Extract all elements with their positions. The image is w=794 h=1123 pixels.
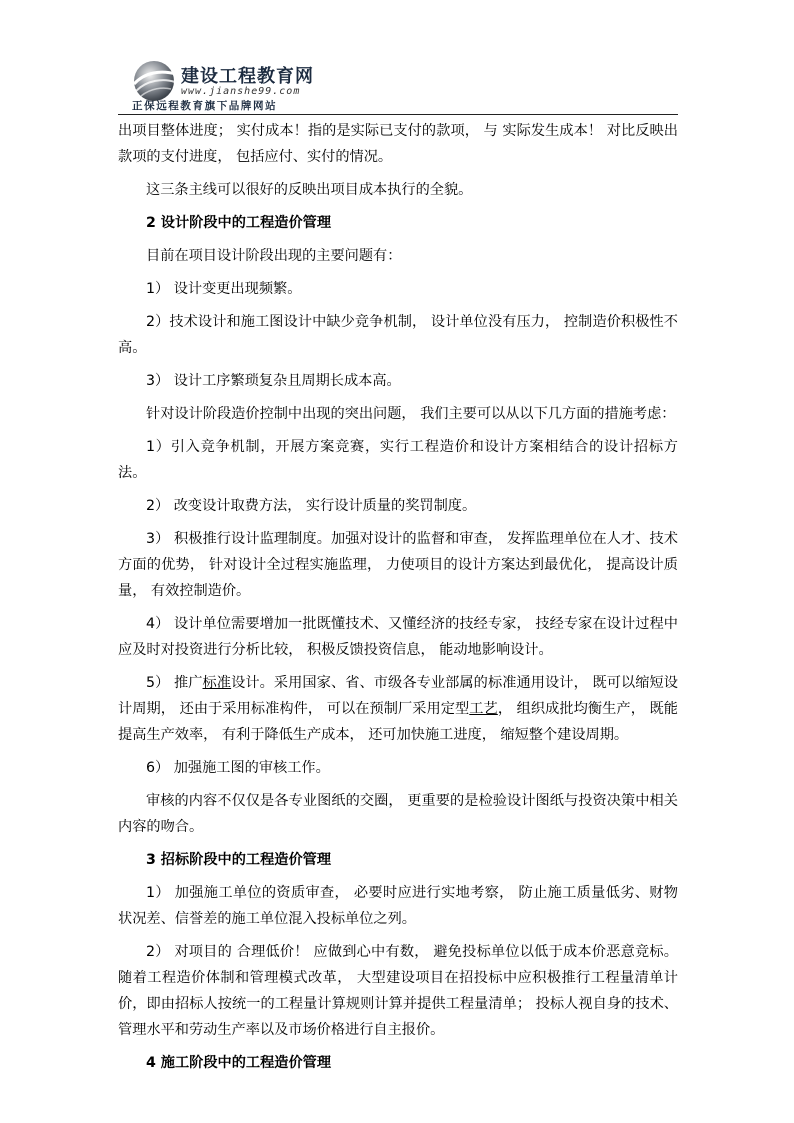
paragraph-measures-intro: 针对设计阶段造价控制中出现的突出问题， 我们主要可以从以下几方面的措施考虑： (146, 406, 676, 422)
paragraph-summary: 这三条主线可以很好的反映出项目成本执行的全貌。 (146, 182, 473, 198)
page-header (118, 56, 678, 116)
list-item-bidding-2: 2） 对项目的 合理低价！ 应做到心中有数， 避免投标单位以低于成本价恶意竞标。随着工程造价体制和管理模式改革， 大型建设项目在招投标中应积极推行工程量清单计价，即由招标人按统一的工程量计算规则计算并提供工程量清单； 投标人视自身的技术、管理水平和劳动生产率以及市场价格进行自主报价。 (118, 944, 678, 1038)
link-process[interactable]: 工艺 (469, 701, 498, 717)
paragraph-review: 审核的内容不仅仅是各专业图纸的交圈， 更重要的是检验设计图纸与投资决策中相关内容的吻合。 (118, 793, 678, 835)
list-item-design-problem-2: 2）技术设计和施工图设计中缺少竞争机制， 设计单位没有压力， 控制造价积极性不高。 (118, 314, 678, 356)
brand-title: 建设工程教育网 (181, 66, 314, 87)
paragraph-intro: 出项目整体进度； 实付成本！指的是实际已支付的款项， 与 实际发生成本！ 对比反映出款项的支付进度， 包括应付、实付的情况。 (118, 123, 678, 165)
list-item-design-problem-1: 1） 设计变更出现频繁。 (146, 281, 302, 297)
list-item-design-problem-3: 3） 设计工序繁琐复杂且周期长成本高。 (146, 373, 401, 389)
section-heading-construction: 4 施工阶段中的工程造价管理 (146, 1055, 332, 1071)
paragraph-design-intro: 目前在项目设计阶段出现的主要问题有： (146, 248, 402, 264)
measure-5-text-b: 设计。采用国家、省、市级各专业部属的标准通用设计， 既可以缩短设计周期， 还由于采用标准构件， 可以在预制厂采用定型 (118, 675, 678, 717)
measure-5-text-c: ， 组织成批均衡生产， 既能提高生产效率， 有利于降低生产成本， 还可加快施工进度， 缩短整个建设周期。 (118, 701, 678, 743)
list-item-measure-4: 4） 设计单位需要增加一批既懂技术、又懂经济的技经专家， 技经专家在设计过程中应及时对投资进行分析比较， 积极反馈投资信息， 能动地影响设计。 (118, 616, 678, 658)
brand-url[interactable]: www.jianshe99.com (181, 86, 301, 97)
section-heading-design: 2 设计阶段中的工程造价管理 (146, 215, 332, 231)
list-item-bidding-1: 1） 加强施工单位的资质审查， 必要时应进行实地考察， 防止施工质量低劣、财物状况差、信誉差的施工单位混入投标单位之列。 (118, 885, 678, 927)
list-item-measure-5 (118, 670, 678, 748)
section-heading-bidding: 3 招标阶段中的工程造价管理 (146, 852, 332, 868)
document-body (118, 118, 678, 1083)
measure-5-text-a: 5） 推广 (146, 675, 203, 691)
list-item-measure-6: 6） 加强施工图的审核工作。 (146, 760, 330, 776)
link-standard[interactable]: 标准 (202, 675, 232, 691)
brand-slogan: 正保远程教育旗下品牌网站 (132, 100, 278, 112)
list-item-measure-2: 2） 改变设计取费方法， 实行设计质量的奖罚制度。 (146, 498, 477, 514)
header-divider (118, 114, 678, 115)
list-item-measure-1: 1）引入竞争机制，开展方案竞赛，实行工程造价和设计方案相结合的设计招标方法。 (118, 439, 678, 481)
list-item-measure-3: 3） 积极推行设计监理制度。加强对设计的监督和审查， 发挥监理单位在人才、技术方面的优势， 针对设计全过程实施监理， 力使项目的设计方案达到最优化， 提高设计质量， 有效控制造价。 (118, 531, 678, 599)
